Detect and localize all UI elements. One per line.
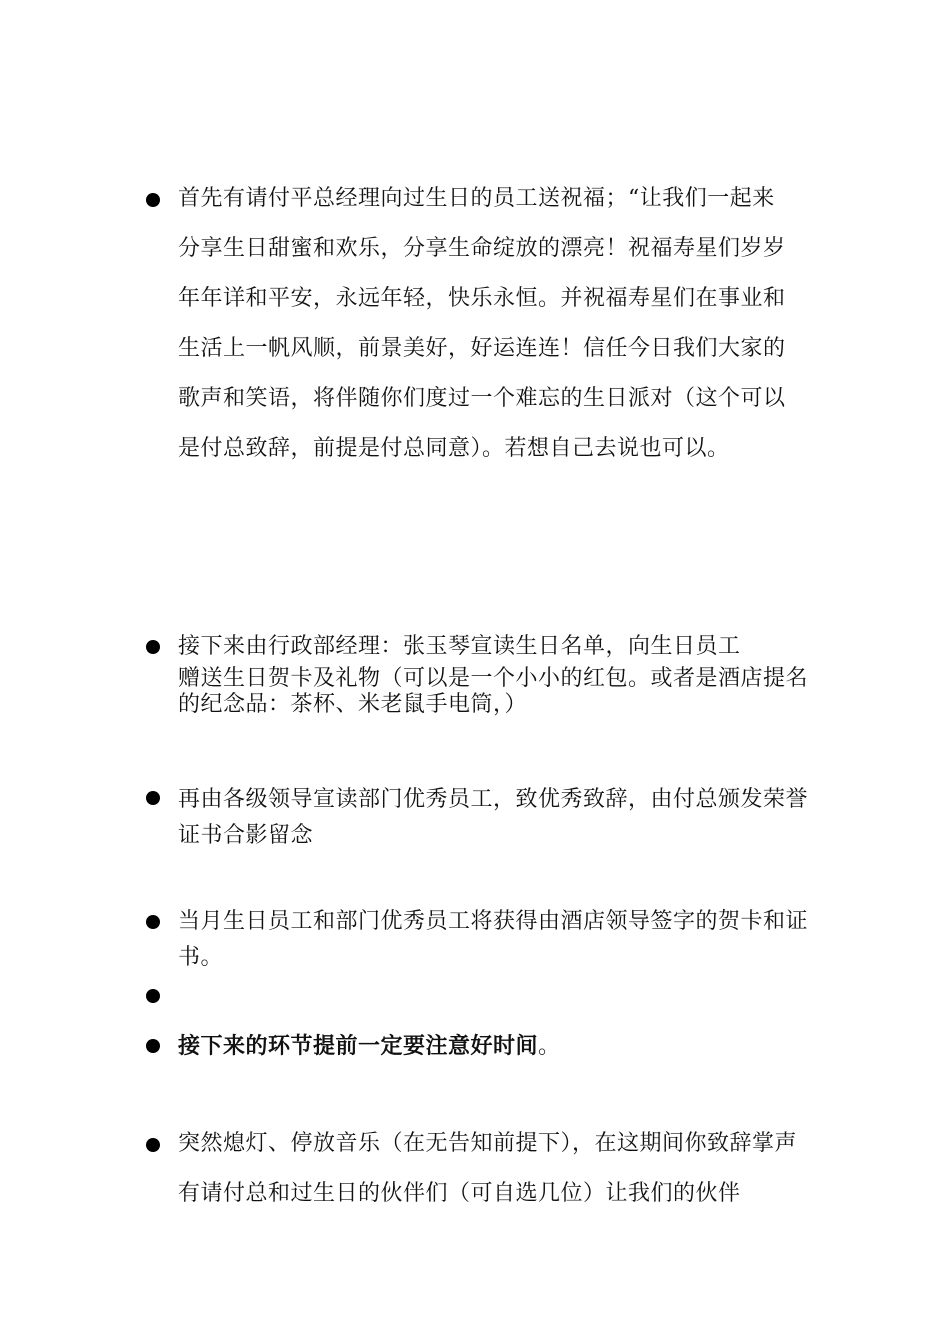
- bullet-icon: [146, 791, 160, 805]
- item-text-line1: 接下来由行政部经理：张玉琴宣读生日名单，向生日员工: [178, 634, 741, 659]
- item-text: [178, 1030, 808, 1063]
- item-text-tail: 。: [538, 1034, 561, 1059]
- bullet-icon: [146, 193, 160, 207]
- bullet-icon: [146, 989, 160, 1003]
- bullet-icon: [146, 1039, 160, 1053]
- item-text: 当月生日员工和部门优秀员工将获得由酒店领导签字的贺卡和证书。: [178, 909, 809, 970]
- bullet-icon: [146, 915, 160, 929]
- item-text: [178, 628, 818, 718]
- item-text-rest: 赠送生日贺卡及礼物（可以是一个小小的红包。或者是酒店提名的纪念品：茶杯、米老鼠手电筒，）: [178, 666, 809, 717]
- item-text: 突然熄灯、停放音乐（在无告知前提下），在这期间你致辞掌声有请付总和过生日的伙伴们（可自选几位）让我们的伙伴: [178, 1131, 798, 1206]
- item-bold-text: 接下来的环节提前一定要注意好时间: [178, 1033, 539, 1059]
- bullet-icon: [146, 640, 160, 654]
- item-text: 再由各级领导宣读部门优秀员工，致优秀致辞，由付总颁发荣誉证书合影留念: [178, 787, 809, 848]
- bullet-icon: [146, 1138, 160, 1152]
- item-text: 首先有请付平总经理向过生日的员工送祝福；“让我们一起来分享生日甜蜜和欢乐，分享生命绽放的漂亮！祝福寿星们岁岁年年详和平安，永远年轻，快乐永恒。并祝福寿星们在事业和生活上一帆风顺，前景美好，好运连连！信任今日我们大家的歌声和笑语，将伴随你们度过一个难忘的生日派对（这个可以是付总致辞，前提是付总同意）。若想自己去说也可以。: [178, 186, 786, 461]
